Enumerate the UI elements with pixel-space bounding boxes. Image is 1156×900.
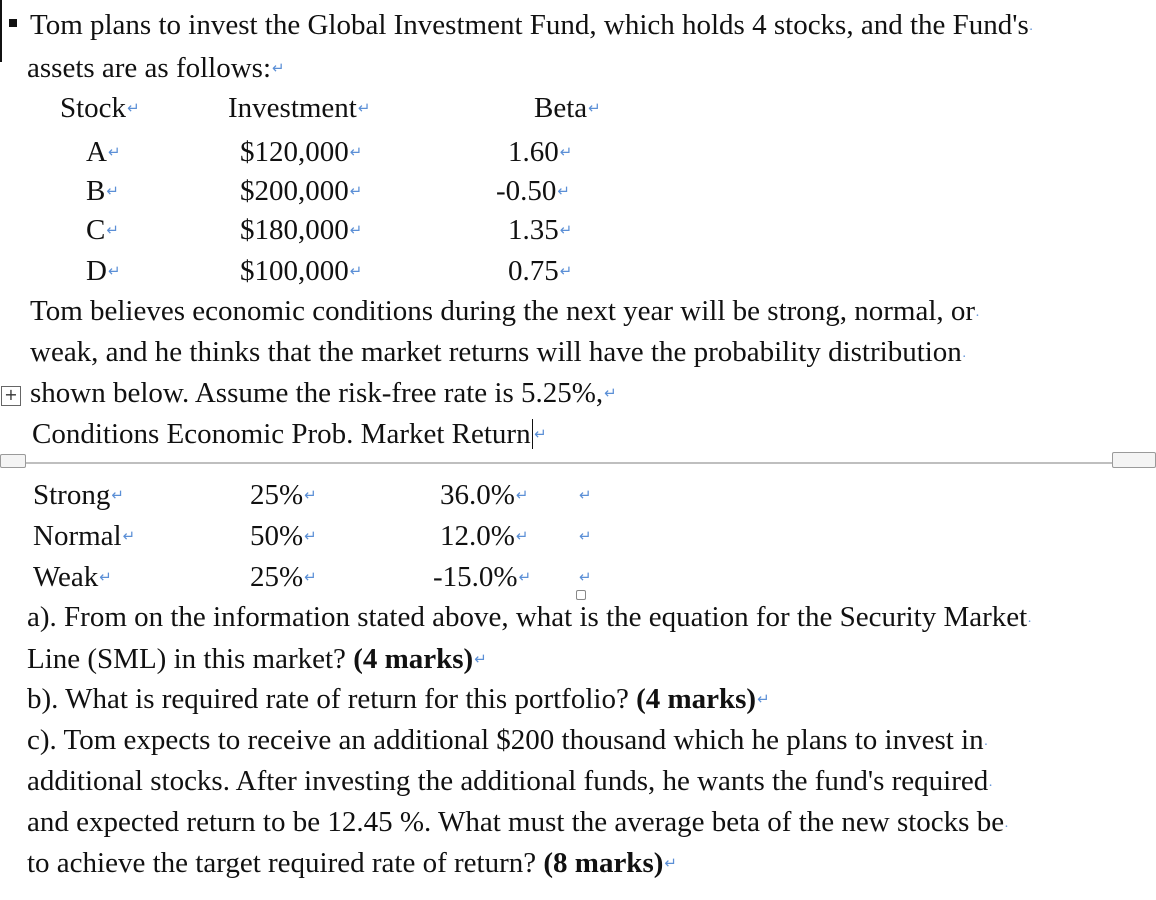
stock-cell-a bbox=[86, 135, 121, 169]
return-mark-icon: ↵ bbox=[107, 262, 121, 280]
text-cursor bbox=[532, 419, 534, 449]
return-cell-strong bbox=[440, 478, 529, 512]
investment-cell-d bbox=[240, 254, 362, 288]
beta-header bbox=[534, 91, 601, 125]
table-anchor-icon[interactable]: + bbox=[1, 386, 21, 406]
return-mark-icon: ↵ bbox=[588, 99, 601, 117]
text-run: -0.50 bbox=[496, 175, 557, 207]
row-end-mark-normal bbox=[578, 519, 592, 553]
return-mark-icon: ↵ bbox=[122, 527, 136, 545]
text-run: D bbox=[86, 255, 107, 287]
prob-cell-normal bbox=[250, 519, 317, 553]
return-mark-icon: ↵ bbox=[579, 486, 592, 504]
investment-cell-c bbox=[240, 213, 362, 247]
text-run: -15.0% bbox=[433, 561, 518, 593]
beta-cell-d bbox=[508, 254, 572, 288]
return-mark-icon: ↵ bbox=[559, 221, 573, 239]
text-run: C bbox=[86, 214, 106, 246]
investment-cell-a bbox=[240, 135, 362, 169]
text-run: b). What is required rate of return for this portfolio? bbox=[27, 683, 629, 715]
return-mark-icon: ↵ bbox=[349, 143, 363, 161]
return-mark-icon: ↵ bbox=[604, 384, 617, 402]
stock-header bbox=[60, 91, 140, 125]
row-end-mark-weak bbox=[578, 560, 592, 594]
space-dot-mark: · bbox=[988, 779, 993, 794]
market-table-header[interactable] bbox=[32, 417, 547, 451]
text-run: $120,000 bbox=[240, 136, 349, 168]
text-run: B bbox=[86, 175, 106, 207]
return-mark-icon: ↵ bbox=[357, 99, 371, 117]
text-run: 0.75 bbox=[508, 255, 559, 287]
question-c-line-1[interactable] bbox=[27, 723, 988, 763]
text-run: A bbox=[86, 136, 107, 168]
text-run: Stock bbox=[60, 92, 127, 124]
table-move-handle[interactable] bbox=[576, 590, 586, 600]
conditions-line-2[interactable] bbox=[30, 335, 966, 375]
return-mark-icon: ↵ bbox=[349, 221, 363, 239]
text-run: Tom plans to invest the Global Investment Fund, which holds 4 stocks, and the Fund's bbox=[30, 9, 1029, 41]
prob-cell-weak bbox=[250, 560, 317, 594]
return-mark-icon: ↵ bbox=[349, 262, 363, 280]
return-mark-icon: ↵ bbox=[272, 59, 285, 77]
text-run: 12.0% bbox=[440, 520, 515, 552]
investment-header bbox=[228, 91, 370, 125]
prob-cell-strong bbox=[250, 478, 317, 512]
return-mark-icon: ↵ bbox=[534, 425, 547, 443]
question-a-line-1[interactable] bbox=[27, 600, 1032, 640]
return-mark-icon: ↵ bbox=[559, 262, 573, 280]
question-b-line-1[interactable] bbox=[27, 682, 770, 716]
text-run: shown below. Assume the risk-free rate is 5.25%, bbox=[30, 377, 604, 409]
return-mark-icon: ↵ bbox=[349, 182, 363, 200]
text-run: Normal bbox=[33, 520, 122, 552]
question-b-marks: (4 marks) bbox=[636, 683, 757, 715]
return-cell-normal bbox=[440, 519, 529, 553]
intro-line-2[interactable] bbox=[27, 51, 285, 85]
investment-cell-b bbox=[240, 174, 362, 208]
space-dot-mark: · bbox=[1028, 23, 1034, 38]
return-mark-icon: ↵ bbox=[579, 568, 592, 586]
condition-cell-weak bbox=[33, 560, 112, 594]
text-run: additional stocks. After investing the additional funds, he wants the fund's required bbox=[27, 765, 989, 797]
text-run: 1.35 bbox=[508, 214, 559, 246]
return-mark-icon: ↵ bbox=[304, 486, 317, 504]
text-run: Investment bbox=[228, 92, 357, 124]
space-dot-mark: · bbox=[975, 309, 980, 324]
text-run: Conditions Economic Prob. Market Return bbox=[32, 418, 531, 450]
text-run: Weak bbox=[33, 561, 99, 593]
question-a-marks: (4 marks) bbox=[353, 643, 474, 675]
return-mark-icon: ↵ bbox=[579, 527, 592, 545]
intro-line-1[interactable] bbox=[30, 8, 1033, 48]
return-mark-icon: ↵ bbox=[106, 182, 119, 200]
text-run: Beta bbox=[534, 92, 588, 124]
space-dot-mark: · bbox=[961, 350, 967, 365]
condition-cell-strong bbox=[33, 478, 124, 512]
return-mark-icon: ↵ bbox=[757, 690, 770, 708]
question-a-line-2[interactable] bbox=[27, 642, 487, 676]
return-mark-icon: ↵ bbox=[111, 486, 124, 504]
text-run: to achieve the target required rate of return? bbox=[27, 847, 537, 879]
conditions-line-1[interactable] bbox=[30, 294, 980, 334]
space-dot-mark: · bbox=[1027, 615, 1032, 630]
return-mark-icon: ↵ bbox=[304, 527, 317, 545]
bullet-square-icon bbox=[9, 19, 17, 27]
return-mark-icon: ↵ bbox=[99, 568, 112, 586]
text-run: 1.60 bbox=[508, 136, 559, 168]
return-mark-icon: ↵ bbox=[474, 650, 487, 668]
text-run: 36.0% bbox=[440, 479, 515, 511]
beta-cell-a bbox=[508, 135, 572, 169]
text-run: Line (SML) in this market? bbox=[27, 643, 346, 675]
text-run: weak, and he thinks that the market returns will have the probability distribution bbox=[30, 336, 962, 368]
text-run: $180,000 bbox=[240, 214, 349, 246]
return-mark-icon: ↵ bbox=[107, 143, 121, 161]
return-mark-icon: ↵ bbox=[515, 527, 529, 545]
return-mark-icon: ↵ bbox=[127, 99, 140, 117]
text-run: $100,000 bbox=[240, 255, 349, 287]
row-end-mark-strong bbox=[578, 478, 592, 512]
text-run: Strong bbox=[33, 479, 111, 511]
question-c-line-4[interactable] bbox=[27, 846, 677, 880]
return-mark-icon: ↵ bbox=[559, 143, 573, 161]
return-mark-icon: ↵ bbox=[515, 486, 529, 504]
margin-cursor-bar bbox=[0, 0, 2, 62]
text-run: Tom believes economic conditions during the next year will be strong, normal, or bbox=[30, 295, 976, 327]
stock-cell-c bbox=[86, 213, 119, 247]
beta-cell-c bbox=[508, 213, 572, 247]
space-dot-mark: · bbox=[983, 738, 989, 753]
return-mark-icon: ↵ bbox=[106, 221, 119, 239]
text-run: $200,000 bbox=[240, 175, 349, 207]
text-run: 25% bbox=[250, 561, 304, 593]
text-run: and expected return to be 12.45 %. What must the average beta of the new stocks be bbox=[27, 806, 1005, 838]
text-run: c). Tom expects to receive an additional $200 thousand which he plans to invest in bbox=[27, 724, 984, 756]
beta-cell-b bbox=[496, 174, 570, 208]
stock-cell-d bbox=[86, 254, 121, 288]
return-mark-icon: ↵ bbox=[518, 568, 532, 586]
text-run: 25% bbox=[250, 479, 304, 511]
return-mark-icon: ↵ bbox=[664, 854, 677, 872]
right-resize-handle[interactable] bbox=[1112, 452, 1156, 468]
space-dot-mark: · bbox=[1004, 820, 1009, 835]
stock-cell-b bbox=[86, 174, 119, 208]
condition-cell-normal bbox=[33, 519, 135, 553]
question-c-marks: (8 marks) bbox=[543, 847, 664, 879]
return-mark-icon: ↵ bbox=[557, 182, 570, 200]
left-resize-handle[interactable] bbox=[0, 454, 26, 468]
question-c-line-2[interactable] bbox=[27, 764, 993, 804]
return-mark-icon: ↵ bbox=[304, 568, 317, 586]
text-run: 50% bbox=[250, 520, 304, 552]
page-break-divider bbox=[0, 462, 1156, 464]
text-run: assets are as follows: bbox=[27, 52, 272, 84]
text-run: a). From on the information stated above, what is the equation for the Security Market bbox=[27, 601, 1028, 633]
return-cell-weak bbox=[433, 560, 531, 594]
question-c-line-3[interactable] bbox=[27, 805, 1009, 845]
conditions-line-3[interactable] bbox=[30, 376, 617, 410]
